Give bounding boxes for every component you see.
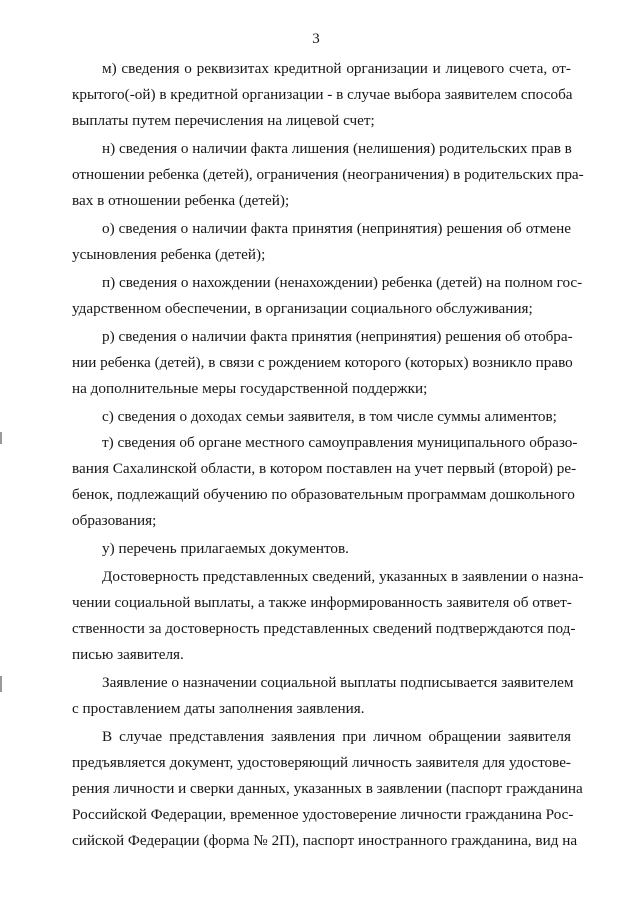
text-line: вах в отношении ребенка (детей); [72, 192, 290, 209]
text-line: усыновления ребенка (детей); [72, 246, 266, 263]
page-number: 3 [312, 31, 320, 47]
text-line: ударственном обеспечении, в организации социального обслуживания; [72, 300, 533, 317]
scan-edge-mark [0, 676, 2, 692]
text-line: В случае представления заявления при личном обращении заявителя [102, 728, 571, 745]
text-line: с проставлением даты заполнения заявления. [72, 700, 365, 717]
text-line: рения личности и сверки данных, указанных в заявлении (паспорт гражданина [72, 780, 583, 797]
text-line: н) сведения о наличии факта лишения (нелишения) родительских прав в [102, 140, 572, 157]
text-line: нии ребенка (детей), в связи с рождением которого (которых) возникло право [72, 354, 573, 371]
text-line: Достоверность представленных сведений, указанных в заявлении о назна- [102, 568, 584, 585]
text-line: Заявление о назначении социальной выплаты подписывается заявителем [102, 674, 574, 691]
text-line: Российской Федерации, временное удостоверение личности гражданина Рос- [72, 806, 574, 823]
scan-edge-mark [0, 432, 2, 444]
text-line: отношении ребенка (детей), ограничения (неограничения) в родительских пра- [72, 166, 584, 183]
text-line: с) сведения о доходах семьи заявителя, в том числе суммы алиментов; [102, 408, 557, 425]
text-line: писью заявителя. [72, 646, 184, 663]
text-line: сийской Федерации (форма № 2П), паспорт иностранного гражданина, вид на [72, 832, 578, 849]
text-line: м) сведения о реквизитах кредитной организации и лицевого счета, от- [102, 60, 571, 77]
text-line: на дополнительные меры государственной поддержки; [72, 380, 428, 397]
text-line: крытого(-ой) в кредитной организации - в случае выбора заявителем способа [72, 86, 573, 103]
text-line: бенок, подлежащий обучению по образовательным программам дошкольного [72, 486, 575, 503]
text-line: т) сведения об органе местного самоуправления муниципального образо- [102, 434, 578, 451]
text-line: п) сведения о нахождении (ненахождении) ребенка (детей) на полном гос- [102, 274, 583, 291]
text-line: у) перечень прилагаемых документов. [102, 540, 349, 557]
text-line: вания Сахалинской области, в котором поставлен на учет первый (второй) ре- [72, 460, 577, 477]
text-line: р) сведения о наличии факта принятия (непринятия) решения об отобра- [102, 328, 573, 345]
text-line: о) сведения о наличии факта принятия (непринятия) решения об отмене [102, 220, 571, 237]
text-line: ственности за достоверность представленных сведений подтверждаются под- [72, 620, 576, 637]
text-line: предъявляется документ, удостоверяющий личность заявителя для удостове- [72, 754, 571, 771]
text-line: выплаты путем перечисления на лицевой счет; [72, 112, 375, 129]
text-line: чении социальной выплаты, а также информированность заявителя об ответ- [72, 594, 572, 611]
text-line: образования; [72, 512, 157, 529]
